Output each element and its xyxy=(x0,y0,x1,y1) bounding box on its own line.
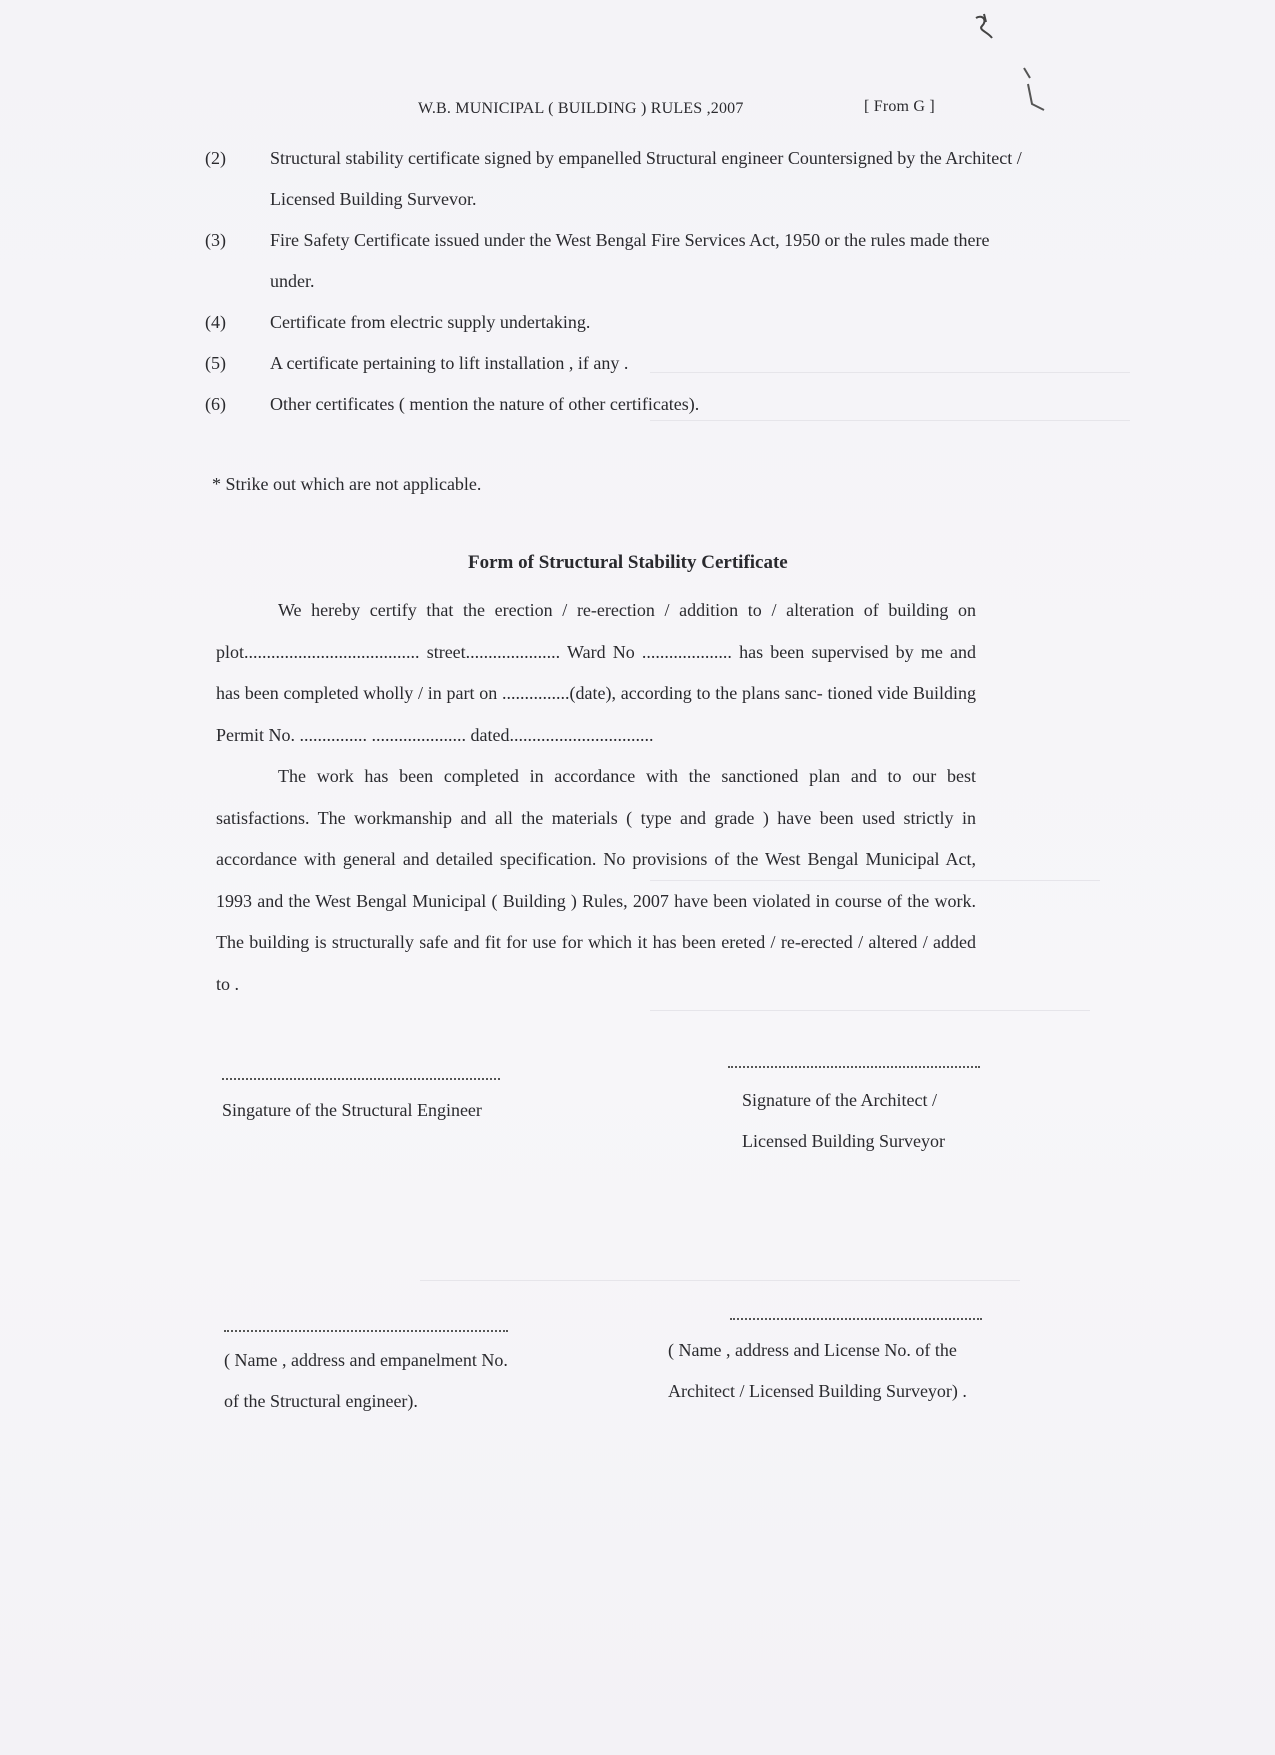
header-title: W.B. MUNICIPAL ( BUILDING ) RULES ,2007 xyxy=(418,100,744,117)
engineer-signature-label: Singature of the Structural Engineer xyxy=(222,1100,482,1120)
list-item xyxy=(205,384,1025,425)
list-number: (5) xyxy=(205,353,226,373)
architect-signature-label: Licensed Building Surveyor xyxy=(742,1131,945,1151)
list-item xyxy=(205,302,1025,343)
list-item xyxy=(205,343,1025,384)
engineer-details-label: of the Structural engineer). xyxy=(224,1391,418,1411)
certificate-paragraph: We hereby certify that the erection / re-erection / addition to / alteration of building on plot....................................... street..................... Ward No .................... has been supervised by me and has been completed wholly / in part on ...............(date), according to the plans sanc- tioned vide Building Permit No. ............... ..................... dated................................ xyxy=(216,600,976,745)
list-text: A certificate pertaining to lift installation , if any . xyxy=(270,353,629,373)
engineer-details-label: ( Name , address and empanelment No. xyxy=(224,1350,508,1370)
engineer-details-line xyxy=(224,1330,508,1332)
bleed-through-line xyxy=(650,1010,1090,1011)
architect-signature-line xyxy=(728,1066,980,1068)
bleed-through-line xyxy=(420,1280,1020,1281)
list-number: (6) xyxy=(205,394,226,414)
certificate-body xyxy=(216,590,976,1005)
form-reference: [ From G ] xyxy=(864,98,935,115)
engineer-signature-line xyxy=(222,1078,500,1080)
list-number: (2) xyxy=(205,148,226,168)
architect-details-line xyxy=(730,1318,982,1320)
list-text: Structural stability certificate signed by empanelled Structural engineer Countersigned by the Architect / Licensed Building Survevor. xyxy=(270,148,1022,209)
document-header xyxy=(418,100,938,118)
architect-signature-label: Signature of the Architect / xyxy=(742,1090,937,1110)
list-text: Fire Safety Certificate issued under the West Bengal Fire Services Act, 1950 or the rules made there under. xyxy=(270,230,990,291)
strike-out-note: * Strike out which are not applicable. xyxy=(212,474,482,494)
certificate-list xyxy=(205,138,1025,425)
handwritten-mark-icon xyxy=(972,12,996,46)
list-item xyxy=(205,220,1025,302)
architect-details-label: Architect / Licensed Building Surveyor) . xyxy=(668,1381,967,1401)
pen-stroke-icon xyxy=(1020,64,1050,114)
certificate-paragraph: The work has been completed in accordance with the sanctioned plan and to our best satisfactions. The workmanship and all the materials ( type and grade ) have been used strictly in accordance with general and detailed specification. No provisions of the West Bengal Municipal Act, 1993 and the West Bengal Municipal ( Building ) Rules, 2007 have been violated in course of the work. The building is structurally safe and fit for use for which it has been ereted / re-erected / altered / added to . xyxy=(216,766,976,994)
list-number: (3) xyxy=(205,230,226,250)
form-title: Form of Structural Stability Certificate xyxy=(468,552,788,573)
list-text: Certificate from electric supply undertaking. xyxy=(270,312,591,332)
list-number: (4) xyxy=(205,312,226,332)
list-item xyxy=(205,138,1025,220)
architect-details-label: ( Name , address and License No. of the xyxy=(668,1340,957,1360)
list-text: Other certificates ( mention the nature of other certificates). xyxy=(270,394,700,414)
